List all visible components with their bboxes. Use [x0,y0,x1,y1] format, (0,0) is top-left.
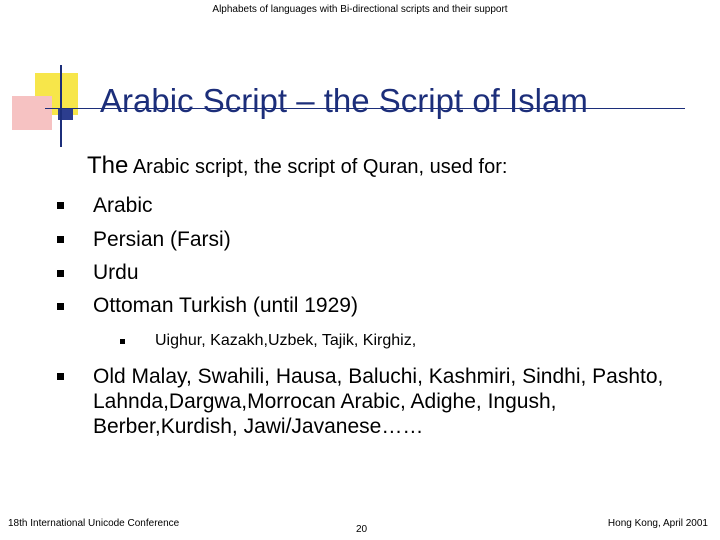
bullet-icon [57,270,64,277]
list-item-long: Old Malay, Swahili, Hausa, Baluchi, Kashmiri, Sindhi, Pashto, Lahnda,Dargwa,Morrocan Arabic, Adighe, Ingush, Berber,Kurdish, Jawi/Javanese…… [93,365,664,438]
logo-vertical-line [60,65,62,147]
bullet-icon [57,373,64,380]
bullet-icon [57,303,64,310]
slide-title: Arabic Script – the Script of Islam [100,82,588,119]
intro-rest: Arabic script, the script of Quran, used for: [128,156,508,178]
bullet-icon [57,236,64,243]
slide-logo [0,0,130,150]
list-item: Urdu [93,261,139,284]
logo-pink-square [12,96,52,130]
footer-location-date: Hong Kong, April 2001 [607,518,708,529]
footer-conference: 18th International Unicode Conference [8,518,180,529]
footer-page-number: 20 [356,524,368,535]
sub-list-item: Uighur, Kazakh,Uzbek, Tajik, Kirghiz, [155,332,417,349]
sub-bullet-icon [120,339,125,344]
intro-text [87,152,507,180]
intro-lead: The [87,152,129,179]
slide-header: Alphabets of languages with Bi-directional scripts and their support [212,4,508,15]
list-item: Arabic [93,194,153,217]
list-item: Persian (Farsi) [93,228,231,251]
list-item: Ottoman Turkish (until 1929) [93,294,358,317]
bullet-icon [57,202,64,209]
